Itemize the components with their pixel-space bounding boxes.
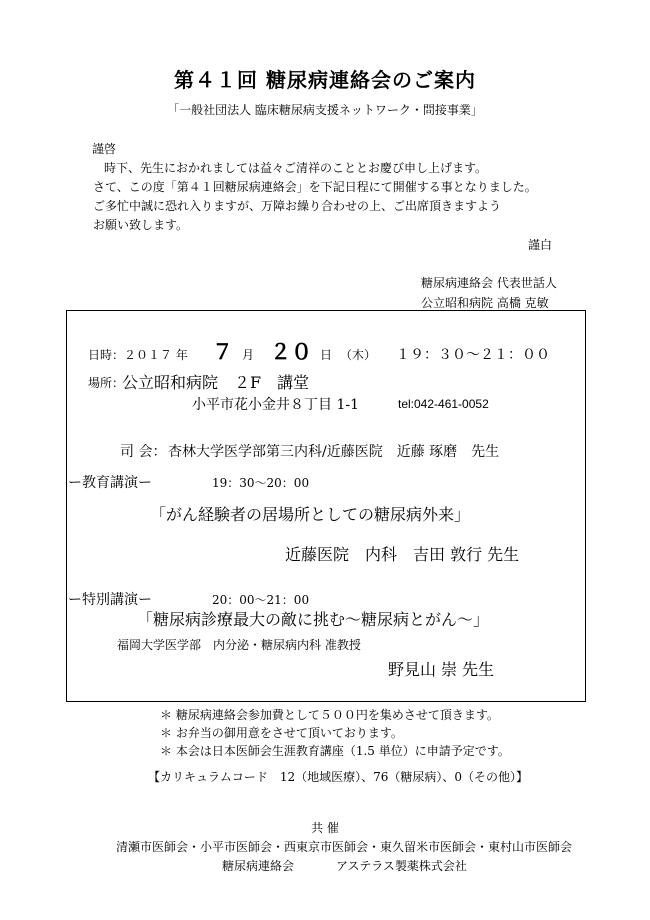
letter-line-4: お願い致します。	[93, 218, 189, 232]
education-lecture-time: 19：30～20：00	[212, 476, 310, 490]
event-date-label: 日時：２０１７ 年	[88, 348, 188, 362]
event-venue: 公立昭和病院 ２F 講堂	[122, 373, 310, 392]
letter-line-3: ご多忙中誠に恐れ入りますが、万障お繰り合わせの上、ご出席頂きますよう	[93, 199, 502, 213]
event-venue-label: 場所：	[88, 376, 125, 390]
cohost-medical-associations: 清瀬市医師会・小平市医師会・西東京市医師会・東久留米市医師会・東村山市医師会	[116, 840, 573, 854]
letter-opening: 謹啓	[92, 142, 117, 156]
organizer-representative: 公立昭和病院 高橋 克敏	[421, 296, 549, 310]
cohost-astellas: アステラス製薬株式会社	[336, 859, 467, 873]
note-credit: ＊ 本会は日本医師会生涯教育講座（1.5 単位）に申請予定です。	[160, 744, 510, 758]
curriculum-code: 【カリキュラムコード 12（地域医療）、76（糖尿病）、0（その他）】	[148, 770, 529, 784]
event-month: ７	[212, 339, 233, 364]
event-month-unit: 月	[242, 348, 255, 362]
letter-line-2: さて、この度「第４１回糖尿病連絡会」を下記日程にて開催する事となりました。	[93, 180, 537, 194]
event-weekday: （木）	[340, 348, 377, 362]
special-lecture-affiliation: 福岡大学医学部 内分泌・糖尿病内科 准教授	[117, 638, 361, 652]
page-subtitle: 「一般社団法人 臨床糖尿病支援ネットワーク・問接事業」	[167, 103, 483, 117]
special-lecture-time: 20：00～21：00	[212, 593, 310, 607]
event-day-unit: 日	[320, 348, 333, 362]
note-lunch: ＊ お弁当の御用意をさせて頂いております。	[160, 726, 403, 740]
chair-label: 司 会：	[120, 444, 167, 460]
cohost-diabetes-council: 糖尿病連絡会	[222, 859, 295, 873]
cohost-label: 共 催	[311, 821, 339, 835]
event-day: ２０	[270, 339, 312, 364]
special-lecture-speaker: 野見山 崇 先生	[388, 660, 495, 679]
education-lecture-title: 「がん経験者の居場所としての糖尿病外来」	[150, 505, 471, 524]
education-lecture-speaker: 近藤医院 内科 吉田 敦行 先生	[285, 545, 520, 564]
page-title: 第４１回 糖尿病連絡会のご案内	[174, 68, 476, 92]
event-tel: tel:042-461-0052	[398, 397, 489, 411]
letter-closing: 謹白	[528, 238, 553, 252]
event-address: 小平市花小金井８丁目 1-1	[192, 397, 359, 413]
letter-line-1: 時下、先生におかれましては益々ご清祥のこととお慶び申し上げます。	[104, 161, 488, 175]
event-time: １９：３０～２１：００	[396, 347, 550, 363]
education-lecture-label: ー教育講演ー	[68, 475, 152, 491]
special-lecture-label: ー特別講演ー	[68, 592, 152, 608]
special-lecture-title: 「糖尿病診療最大の敵に挑む～糖尿病とがん～」	[137, 610, 490, 629]
note-fee: ＊ 糖尿病連絡会参加費として５００円を集めさせて頂きます。	[160, 708, 499, 722]
organizer-name: 糖尿病連絡会 代表世話人	[421, 276, 557, 290]
chair-person: 杏林大学医学部第三内科/近藤医院 近藤 琢磨 先生	[168, 444, 500, 460]
